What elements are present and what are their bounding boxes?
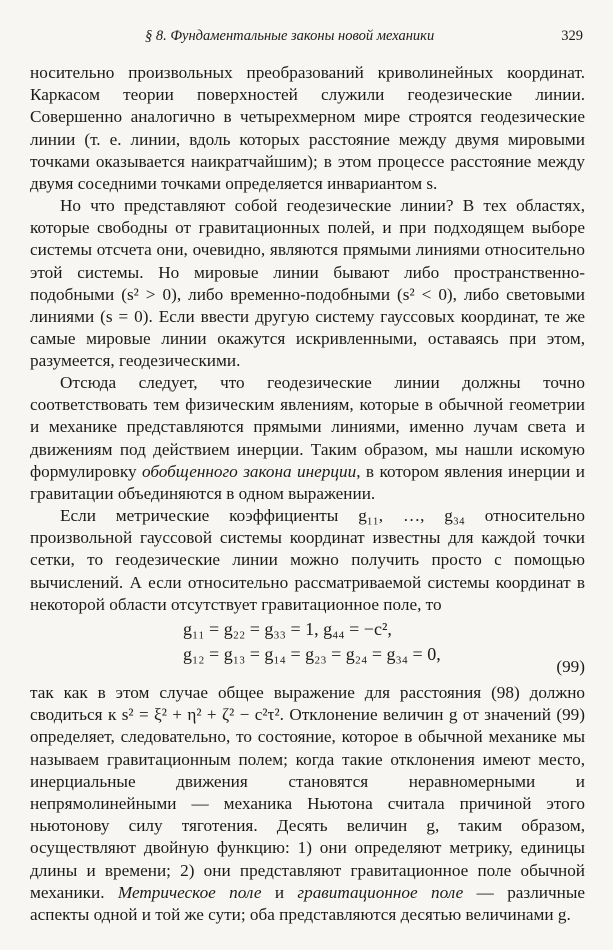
equation-number: (99) <box>556 657 585 676</box>
paragraph-1: носительно произвольных преобразований криволинейных координат. Каркасом теории поверхностей служили геодезические линии. Совершенно аналогично в четырехмерном мире строятся геодезические линии (т. е. линии, вдоль которых расстояние между двумя мировыми точками оказывается наикратчайшим); в этом процессе расстояние между двумя соседними точками определяется инвариантом s. <box>30 63 585 194</box>
paragraph-3-text-b: , в котором явления инерции и гравитации объединяются в одном выражении. <box>30 461 585 504</box>
paragraph-5-text-b: — различные аспекты одной и той же сути; оба представляются десятью величинами g. <box>30 882 585 925</box>
paragraph-5-text-a: так как в этом случае общее выражение для расстояния (98) должно сводиться к s² = ξ² + η² + ζ² − c²τ². Отклонение величин g от значений (99) определяет, следовательно, то состояние, которое в обычной механике мы называем гравитационным полем; когда такие отклонения имеют место, инерциальные движения становятся неравномерными и непрямолинейными — механика Ньютона считала причиной этого ньютонову силу тяготения. Десять величин g, таким образом, осуществляют двойную функцию: 1) они определяют метрику, единицы длины и времени; 2) они представляют гравитационное поле обычной механики. <box>30 683 585 902</box>
paragraph-5-emphasis-2: гравитационное поле <box>297 882 464 902</box>
paragraph-3-text-a: Отсюда следует, что геодезические линии должны точно соответствовать тем физическим явлениям, которые в обычной геометрии и механике представляются прямыми линиями, именно лучам света и движениям под действием инерции. Таким образом, мы нашли искомую формулировку <box>30 373 585 481</box>
paragraph-5-emphasis-1: Метрическое поле <box>117 882 262 902</box>
equation-line-2: g₁₂ = g₁₃ = g₁₄ = g₂₃ = g₂₄ = g₃₄ = 0, <box>183 644 441 664</box>
paragraph-3 <box>30 372 585 505</box>
equation-line-1: g₁₁ = g₂₂ = g₃₃ = 1, g₄₄ = −c², <box>183 619 392 639</box>
paragraph-4: Если метрические коэффициенты g₁₁, …, g₃₄ относительно произвольной гауссовой системы координат известны для каждой точки сетки, то геодезические линии можно получить просто с помощью вычислений. А если относительно рассматриваемой системы координат в некоторой области отсутствует гравитационное поле, то <box>30 506 585 614</box>
paragraph-5-text-mid: и <box>261 882 298 902</box>
page-number: 329 <box>561 28 583 44</box>
paragraph-2: Но что представляют собой геодезические линии? В тех областях, которые свободны от гравитационных полей, и при подходящем выборе системы отсчета они, очевидно, являются прямыми линиями относительно этой системы. Но мировые линии бывают либо пространственно-подобными (s² > 0), либо временно-подобными (s² < 0), либо световыми линиями (s = 0). Если ввести другую систему гауссовых координат, те же самые мировые линии окажутся искривленными, оставаясь при этом, разумеется, геодезическими. <box>30 196 585 371</box>
running-title: § 8. Фундаментальные законы новой механики <box>145 28 435 44</box>
paragraph-3-emphasis: обобщенного закона инерции <box>142 461 357 481</box>
paragraph-5 <box>30 682 585 926</box>
